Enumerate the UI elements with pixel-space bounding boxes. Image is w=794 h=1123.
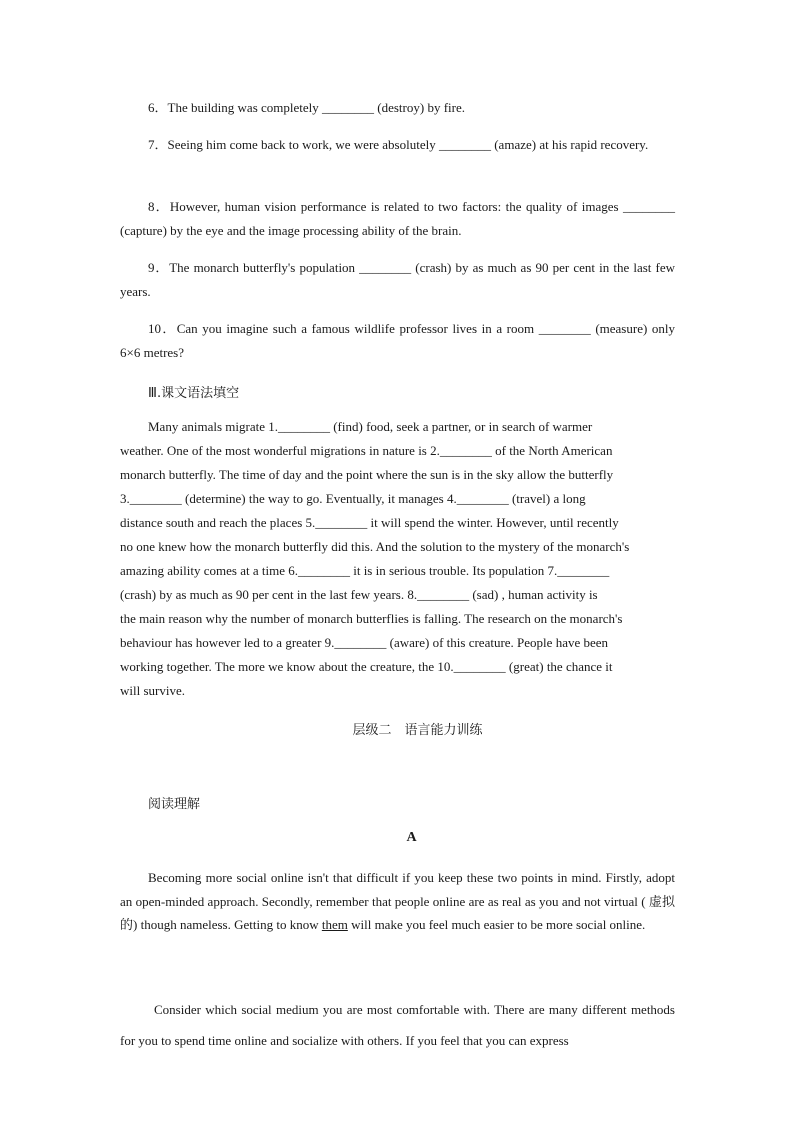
- question-8: 8．However, human vision performance is related to two factors: the quality of images ________ (capture) by the eye and the image processing ability of the brain.: [120, 199, 675, 238]
- cloze-line: no one knew how the monarch butterfly did this. And the solution to the mystery of the monarch's: [120, 539, 630, 554]
- cloze-line: Many animals migrate 1.________ (find) food, seek a partner, or in search of warmer: [148, 419, 593, 434]
- passage-paragraph-2: Consider which social medium you are most comfortable with. There are many different methods for you to spend time online and socialize with others. If you feel that you can express: [120, 1002, 675, 1048]
- cloze-line: weather. One of the most wonderful migrations in nature is 2.________ of the North American: [120, 443, 613, 458]
- passage-letter: A: [406, 830, 417, 845]
- section-3-heading: Ⅲ.课文语法填空: [148, 386, 240, 401]
- underlined-word: them: [321, 917, 348, 932]
- question-9: 9．The monarch butterfly's population ________ (crash) by as much as 90 per cent in the last few years.: [120, 260, 675, 299]
- reading-comprehension-heading: 阅读理解: [148, 797, 201, 812]
- cloze-line: (crash) by as much as 90 per cent in the last few years. 8.________ (sad) , human activity is: [120, 587, 598, 602]
- cloze-line: working together. The more we know about the creature, the 10.________ (great) the chance it: [120, 659, 613, 674]
- cloze-line: distance south and reach the places 5.________ it will spend the winter. However, until recently: [120, 515, 619, 530]
- cloze-line: the main reason why the number of monarch butterflies is falling. The research on the monarch's: [120, 611, 623, 626]
- cloze-line: behaviour has however led to a greater 9.________ (aware) of this creature. People have been: [120, 635, 609, 650]
- paragraph-text: Becoming more social online isn't that difficult if you keep these two points in mind. Firstly, adopt an open-minded approach. Secondly, remember that people online are as real as you and not virtual ( 虚拟的) though nameless. Getting to know: [120, 870, 675, 932]
- passage-paragraph-1: [120, 866, 675, 937]
- cloze-line: 3.________ (determine) the way to go. Eventually, it manages 4.________ (travel) a long: [120, 491, 586, 506]
- cloze-line: monarch butterfly. The time of day and the point where the sun is in the sky allow the butterfly: [120, 467, 614, 482]
- question-6: 6．The building was completely ________ (destroy) by fire.: [148, 100, 465, 115]
- paragraph-text: will make you feel much easier to be more social online.: [347, 917, 646, 932]
- cloze-line: amazing ability comes at a time 6.________ it is in serious trouble. Its population 7.________: [120, 563, 610, 578]
- question-10: 10．Can you imagine such a famous wildlife professor lives in a room ________ (measure) only 6×6 metres?: [120, 321, 675, 360]
- cloze-line: will survive.: [120, 683, 185, 698]
- level-2-heading: 层级二 语言能力训练: [352, 723, 483, 738]
- question-7: 7．Seeing him come back to work, we were absolutely ________ (amaze) at his rapid recovery.: [148, 137, 649, 152]
